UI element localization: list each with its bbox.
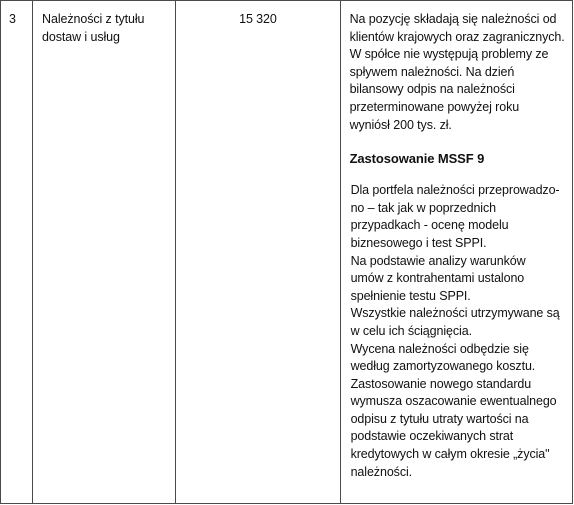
item-name: Należności z tytułu dostaw i usług (42, 12, 145, 44)
description-paragraph: Na pozycję składają się należności od klientów krajowych oraz zagranicznych. W spółce nie występują problemy ze spływem należności. Na dzień bilansowy odpis na należności przeterminowane powyżej roku wyniósł 200 tys. zł. (349, 12, 565, 132)
row-number: 3 (9, 12, 16, 26)
section-heading: Zastosowanie MSSF 9 (349, 151, 485, 167)
item-value: 15 320 (239, 12, 277, 26)
item-name-cell (33, 1, 176, 504)
description-cell (340, 1, 572, 504)
item-value-cell (176, 1, 340, 504)
ifrs9-paragraph: Dla portfela należności przeprowadzo- no – tak jak w poprzednich przypadkach - ocenę modelu biznesowego i test SPPI. Na podstawie analizy warunków umów z kontrahentami ustalono spełnienie testu SPPI. Wszystkie należności utrzymywane są w celu ich ściągnięcia. Wycena należności odbędzie się według zamortyzowanego kosztu. Zastosowanie nowego standardu wymusza oszacowanie ewentualnego odpisu z tytułu utraty wartości na podstawie oczekiwanych strat kredytowych w całym okresie „życia" należności. (350, 183, 560, 479)
table-row (1, 1, 573, 504)
row-number-cell (1, 1, 33, 504)
